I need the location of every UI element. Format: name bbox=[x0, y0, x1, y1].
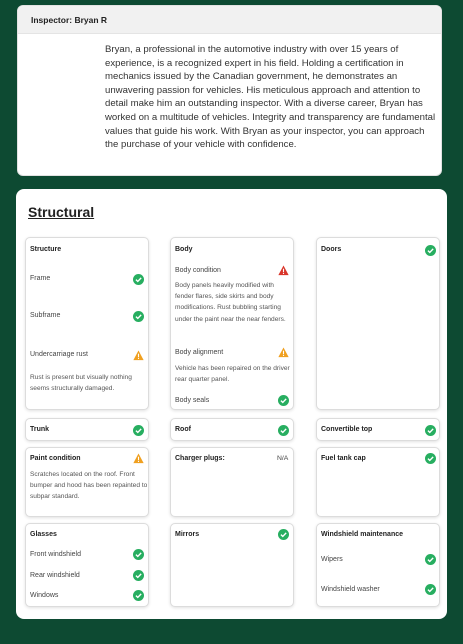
body-card bbox=[170, 237, 294, 410]
windshield-maintenance-card bbox=[316, 523, 440, 607]
paint-condition-card bbox=[25, 447, 149, 517]
glasses-card bbox=[25, 523, 149, 607]
body-seals-label: Body seals bbox=[175, 397, 210, 404]
check-icon bbox=[133, 570, 144, 581]
doors-title: Doors bbox=[321, 246, 342, 253]
check-icon bbox=[425, 453, 436, 464]
paint-condition-note: Scratches located on the roof. Front bumper and hood has been repainted to subpar standard. bbox=[30, 471, 148, 501]
section-title: Structural bbox=[28, 204, 95, 220]
charger-plugs-value: N/A bbox=[277, 455, 289, 462]
check-icon bbox=[425, 245, 436, 256]
trunk-title: Trunk bbox=[30, 426, 50, 433]
windshield-washer-label: Windshield washer bbox=[321, 586, 380, 593]
warning-icon bbox=[133, 453, 144, 464]
inspector-bio: Bryan, a professional in the automotive industry with over 15 years of experience, is a recognized expert in his field. Holding a certification in mechanics issued by the Canadian government, he demonstrates an unwavering passion for vehicles. His meticulous approach and attention to detail make him an outstanding inspector. With a diverse career, Bryan has worked on a multitude of vehicles. Integrity and transparency are fundamental values that guide his work. With Bryan as your inspector, you can approach the purchase of your vehicle with confidence. bbox=[105, 44, 436, 151]
body-condition-note: Body panels heavily modified with fender flares, side skirts and body modifications. Rust bubbling starting under the paint near the near fenders. bbox=[175, 282, 286, 323]
roof-title: Roof bbox=[175, 426, 191, 433]
structure-title: Structure bbox=[30, 246, 62, 253]
check-icon bbox=[425, 584, 436, 595]
inspector-name: Inspector: Bryan R bbox=[18, 6, 441, 34]
wipers-label: Wipers bbox=[321, 556, 343, 563]
glasses-title: Glasses bbox=[30, 531, 57, 538]
fuel-tank-cap-title: Fuel tank cap bbox=[321, 455, 366, 462]
undercarriage-rust-label: Undercarriage rust bbox=[30, 351, 88, 358]
rear-windshield-label: Rear windshield bbox=[30, 572, 80, 579]
undercarriage-note: Rust is present but visually nothing seems structurally damaged. bbox=[30, 374, 132, 393]
check-icon bbox=[278, 425, 289, 436]
mirrors-card bbox=[170, 523, 294, 607]
frame-label: Frame bbox=[30, 275, 51, 282]
structure-card bbox=[25, 237, 149, 410]
roof-card bbox=[170, 418, 294, 441]
charger-plugs-title: Charger plugs: bbox=[175, 455, 225, 462]
check-icon bbox=[278, 529, 289, 540]
convertible-top-title: Convertible top bbox=[321, 426, 373, 433]
paint-condition-title: Paint condition bbox=[30, 455, 81, 462]
check-icon bbox=[425, 554, 436, 565]
trunk-card bbox=[25, 418, 149, 441]
structural-section bbox=[16, 189, 447, 619]
mirrors-title: Mirrors bbox=[175, 531, 200, 538]
fuel-tank-cap-card bbox=[316, 447, 440, 517]
doors-card bbox=[316, 237, 440, 410]
inspector-card bbox=[17, 5, 442, 176]
check-icon bbox=[278, 395, 289, 406]
subframe-label: Subframe bbox=[30, 312, 61, 319]
warning-icon bbox=[133, 350, 144, 361]
check-icon bbox=[133, 311, 144, 322]
convertible-top-card bbox=[316, 418, 440, 441]
windshield-maintenance-title: Windshield maintenance bbox=[321, 531, 404, 538]
body-alignment-note: Vehicle has been repaired on the driver rear quarter panel. bbox=[175, 365, 290, 384]
front-windshield-label: Front windshield bbox=[30, 551, 81, 558]
danger-icon bbox=[278, 265, 289, 276]
check-icon bbox=[133, 590, 144, 601]
check-icon bbox=[133, 549, 144, 560]
check-icon bbox=[133, 274, 144, 285]
warning-icon bbox=[278, 347, 289, 358]
body-alignment-label: Body alignment bbox=[175, 349, 224, 356]
check-icon bbox=[425, 425, 436, 436]
charger-plugs-card bbox=[170, 447, 294, 517]
windows-label: Windows bbox=[30, 592, 59, 599]
body-title: Body bbox=[175, 246, 193, 253]
check-icon bbox=[133, 425, 144, 436]
body-condition-label: Body condition bbox=[175, 267, 221, 274]
